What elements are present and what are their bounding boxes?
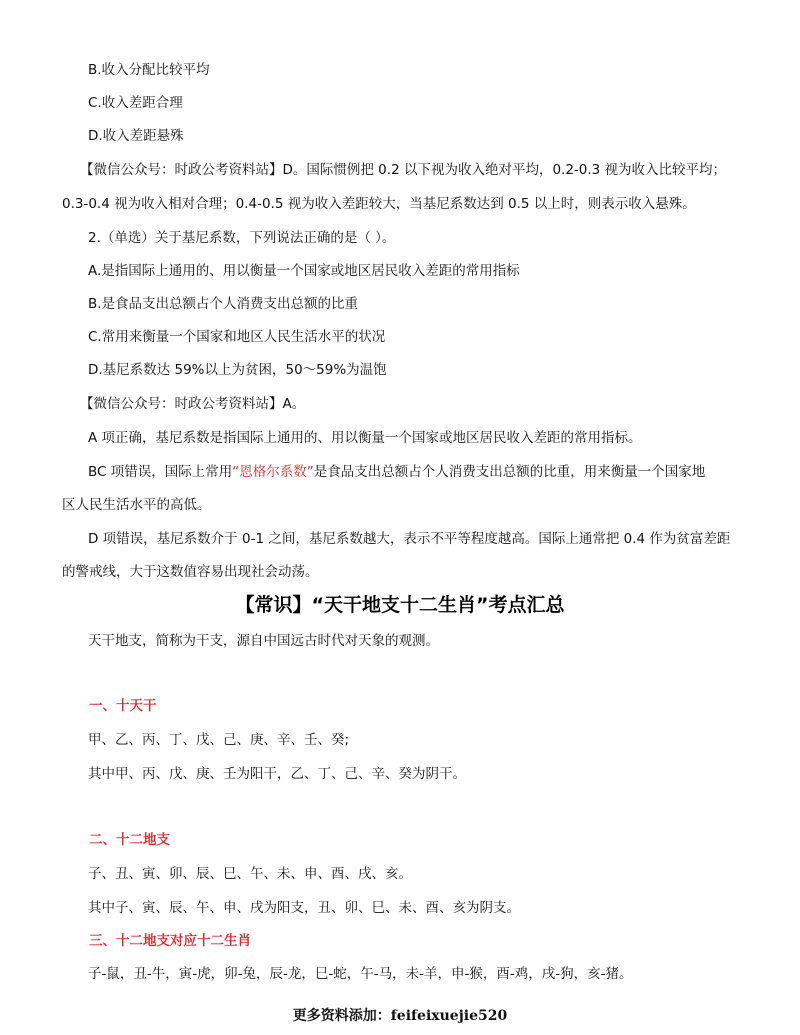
q2-answer: 【微信公众号：时政公考资料站】A。 xyxy=(80,396,306,412)
q2-option-d: D.基尼系数达 59%以上为贫困，50～59%为温饱 xyxy=(88,362,387,378)
branches-yin-yang: 其中子、寅、辰、午、申、戌为阳支，丑、卯、巳、未、酉、亥为阴支。 xyxy=(88,900,520,916)
q2-option-a: A.是指国际上通用的、用以衡量一个国家或地区居民收入差距的常用指标 xyxy=(88,263,520,279)
q2-explain-bc-pre: BC 项错误，国际上常用 xyxy=(88,464,233,480)
heading-zodiac: 三、十二地支对应十二生肖 xyxy=(89,933,251,949)
zodiac-list: 子-鼠，丑-牛，寅-虎，卯-兔，辰-龙，巳-蛇，午-马，未-羊，申-猴，酉-鸡，戌-狗，亥-猪。 xyxy=(88,966,633,982)
footer-note: 更多资料添加：feifeixuejie520 xyxy=(292,1008,508,1024)
q1-option-d: D.收入差距悬殊 xyxy=(88,128,184,144)
q2-explain-d-line1: D 项错误，基尼系数介于 0-1 之间，基尼系数越大，表示不平等程度越高。国际上通常把 0.4 作为贫富差距 xyxy=(88,531,731,547)
q1-answer-line1: 【微信公众号：时政公考资料站】D。国际惯例把 0.2 以下视为收入绝对平均，0.2-0.3 视为收入比较平均； xyxy=(80,162,727,178)
q2-explain-a: A 项正确，基尼系数是指国际上通用的、用以衡量一个国家或地区居民收入差距的常用指标。 xyxy=(88,430,642,446)
q2-explain-bc-line1 xyxy=(0,463,800,481)
q2-explain-bc-post: 是食品支出总额占个人消费支出总额的比重，用来衡量一个国家地 xyxy=(313,464,706,480)
engel-coefficient-highlight: “恩格尔系数” xyxy=(232,464,314,480)
q1-option-b: B.收入分配比较平均 xyxy=(88,62,210,78)
q2-option-b: B.是食品支出总额占个人消费支出总额的比重 xyxy=(88,296,359,312)
q2-explain-bc-line2: 区人民生活水平的高低。 xyxy=(62,497,211,513)
section-intro: 天干地支，简称为干支，源自中国远古时代对天象的观测。 xyxy=(88,633,439,649)
q2-explain-d-line2: 的警戒线，大于这数值容易出现社会动荡。 xyxy=(62,564,319,580)
q1-option-c: C.收入差距合理 xyxy=(88,95,183,111)
branches-list: 子、丑、寅、卯、辰、巳、午、未、申、酉、戌、亥。 xyxy=(88,866,412,882)
section-title: 【常识】“天干地支十二生肖”考点汇总 xyxy=(235,594,565,616)
q1-answer-line2: 0.3-0.4 视为收入相对合理；0.4-0.5 视为收入差距较大，当基尼系数达到 0.5 以上时，则表示收入悬殊。 xyxy=(62,196,696,212)
heading-ten-stems: 一、十天干 xyxy=(89,698,157,714)
q2-option-c: C.常用来衡量一个国家和地区人民生活水平的状况 xyxy=(88,329,386,345)
heading-twelve-branches: 二、十二地支 xyxy=(89,832,170,848)
q2-question: 2.（单选）关于基尼系数，下列说法正确的是（ ）。 xyxy=(88,230,396,246)
stems-yin-yang: 其中甲、丙、戊、庚、壬为阳干，乙、丁、己、辛、癸为阴干。 xyxy=(88,766,466,782)
stems-list: 甲、乙、丙、丁、戊、己、庚、辛、壬、癸; xyxy=(88,732,350,748)
